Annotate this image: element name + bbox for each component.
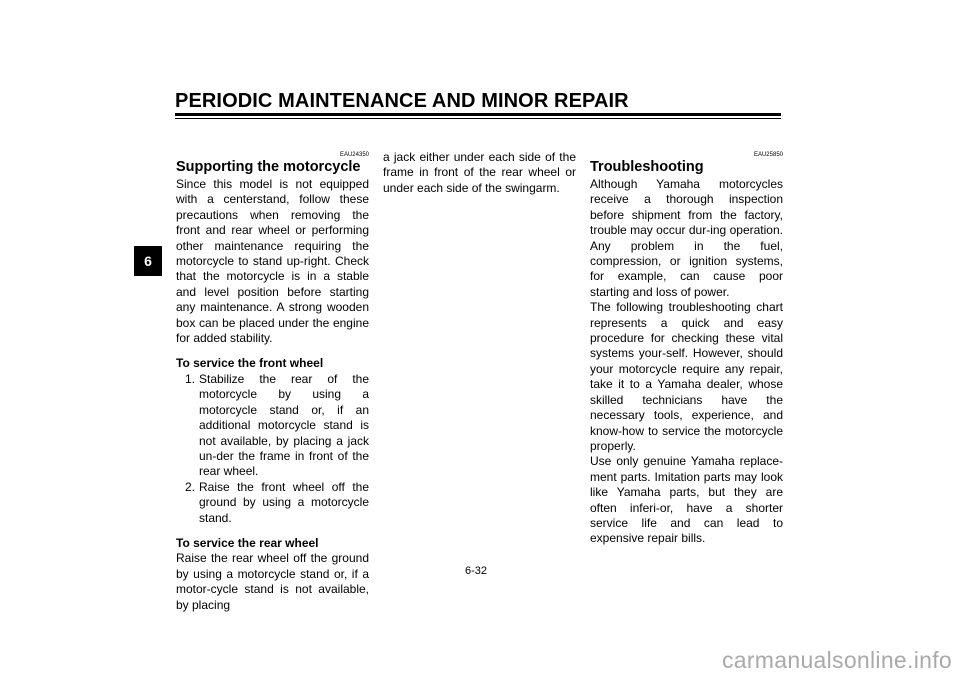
troubleshooting-paragraph: Use only genuine Yamaha replace-ment parts. Imitation parts may look like Yamaha parts, but they are often inferi-or, have a shorter service life and can lead to expensive repair bills. — [590, 454, 783, 546]
chapter-tab: 6 — [134, 246, 162, 276]
supporting-intro: Since this model is not equipped with a centerstand, follow these precautions when removing the front and rear wheel or performing other maintenance requiring the motorcycle to stand up-right. Check that the motorcycle is in a stable and level position before starting any maintenance. A strong wooden box can be placed under the engine for added stability. — [176, 177, 369, 346]
rear-wheel-text-part2: a jack either under each side of the frame in front of the rear wheel or under each side of the swingarm. — [383, 150, 576, 195]
step-number: 1. — [184, 371, 195, 386]
section-code: EAU25850 — [753, 152, 783, 158]
section-title-supporting: Supporting the motorcycle — [176, 159, 361, 175]
front-step — [176, 372, 369, 480]
step-text: Raise the front wheel off the ground by using a motorcycle stand. — [199, 479, 369, 525]
front-wheel-heading: To service the front wheel — [176, 356, 324, 371]
rear-wheel-text-part1: Raise the rear wheel off the ground by using a motorcycle stand or, if a motor-cycle stand is not available, by placing — [176, 551, 369, 612]
section-title-troubleshooting: Troubleshooting — [590, 159, 704, 175]
front-step — [176, 480, 369, 526]
page-number: 6-32 — [465, 565, 488, 577]
troubleshooting-paragraph: The following troubleshooting chart represents a quick and easy procedure for checking these vital systems your-self. However, should your motorcycle require any repair, take it to a Yamaha dealer, whose skilled technicians have the necessary tools, experience, and know-how to service the motorcycle properly. — [590, 300, 783, 453]
section-code: EAU24350 — [339, 152, 369, 158]
page-header-title: PERIODIC MAINTENANCE AND MINOR REPAIR — [175, 90, 629, 112]
column-right — [590, 152, 783, 547]
header-rule-thick — [175, 113, 781, 116]
step-text: Stabilize the rear of the motorcycle by using a motorcycle stand or, if an additional motorcycle stand is not available, by placing a jack un-der the frame in front of the rear wheel. — [199, 371, 369, 479]
column-left — [176, 152, 369, 613]
step-number: 2. — [184, 479, 195, 494]
header-rule-thin — [175, 118, 781, 119]
watermark-text: carmanualsonline.info — [721, 647, 952, 673]
rear-wheel-heading: To service the rear wheel — [176, 535, 319, 550]
column-middle — [383, 150, 576, 196]
troubleshooting-paragraph: Although Yamaha motorcycles receive a thorough inspection before shipment from the factory, trouble may occur dur-ing operation. Any problem in the fuel, compression, or ignition systems, for example, can cause poor starting and loss of power. — [590, 177, 783, 299]
